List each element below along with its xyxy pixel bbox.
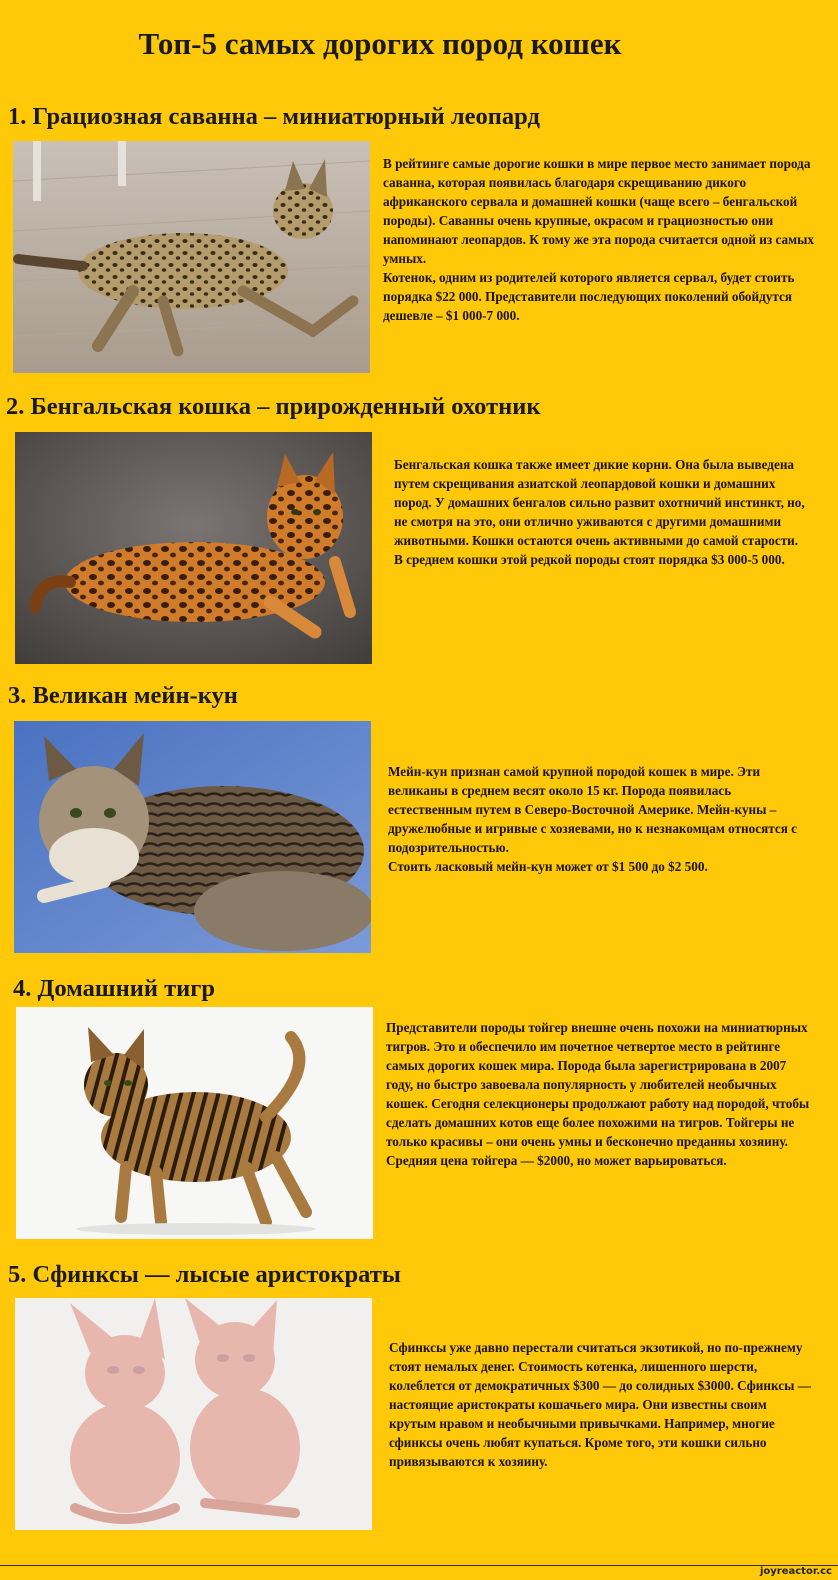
site-watermark: joyreactor.cc (759, 1566, 832, 1577)
savannah-paragraph-2: Котенок, одним из родителей которого является сервал, будет стоить порядка $22 000. Представители последующих поколений обойдутся дешевле – $1 000-7 000. (383, 270, 795, 323)
bengal-description (394, 455, 814, 569)
section-heading-sphynx: 5. Сфинксы — лысые аристократы (8, 1261, 401, 1288)
footer-bar (0, 1566, 838, 1580)
toyger-paragraph-1: Представители породы тойгер внешне очень похожи на миниатюрных тигров. Это и обеспечило им почетное четвертое место в рейтинге самых дорогих кошек мира. Порода была зарегистрирована в 2007 году, но быстро завоевала популярность у любителей необычных кошек. Сегодня селекционеры продолжают работу над породой, чтобы сделать домашних котов еще более похожими на тигров. Тойгеры не только красивы – они очень умны и бесконечно преданны хозяину. (386, 1020, 810, 1149)
maine-coon-photo (14, 721, 371, 953)
savannah-description (383, 154, 815, 325)
maine-coon-paragraph-2: Стоить ласковый мейн-кун может от $1 500 до $2 500. (388, 859, 708, 874)
bengal-cat-photo (15, 432, 372, 664)
sphynx-paragraph-1: Сфинксы уже давно перестали считаться экзотикой, но по-прежнему стоят немалых денег. Стоимость котенка, лишенного шерсти, колеблется от демократичных $300 — до солидных $3000. Сфинксы — настоящие аристократы кошачьего мира. Они известны своим крутым нравом и необычными привычками. Например, многие сфинксы очень любят купаться. Кроме того, эти кошки сильно привязываются к хозяину. (389, 1340, 811, 1469)
section-heading-bengal: 2. Бенгальская кошка – прирожденный охотник (6, 393, 541, 420)
section-heading-toyger: 4. Домашний тигр (13, 975, 215, 1002)
page-title: Топ-5 самых дорогих пород кошек (138, 26, 622, 61)
toyger-cat-photo (16, 1007, 373, 1239)
savannah-paragraph-1: В рейтинге самые дорогие кошки в мире первое место занимает порода саванна, которая появилась благодаря скрещиванию дикого африканского сервала и домашней кошки (чаще всего – бенгальской породы). Саванны очень крупные, окрасом и грациозностью они напоминают леопардов. К тому же эта порода считается одной из самых умных. (383, 156, 814, 266)
bengal-paragraph-2: В среднем кошки этой редкой породы стоят порядка $3 000-5 000. (394, 552, 785, 567)
toyger-description (386, 1018, 816, 1170)
toyger-paragraph-2: Средняя цена тойгера — $2000, но может варьироваться. (386, 1153, 727, 1168)
maine-coon-paragraph-1: Мейн-кун признан самой крупной породой кошек в мире. Эти великаны в среднем весят около 15 кг. Порода появилась естественным путем в Северо-Восточной Америке. Мейн-куны – дружелюбные и игривые с хозяевами, но к незнакомцам относятся с подозрительностью. (388, 764, 798, 855)
bengal-paragraph-1: Бенгальская кошка также имеет дикие корни. Она была выведена путем скрещивания азиатской леопардовой кошки и домашних пород. У домашних бенгалов сильно развит охотничий инстинкт, но, не смотря на это, они отлично уживаются с другими домашними животными. Кошки остаются очень активными до самой старости. (394, 457, 805, 548)
sphynx-description (389, 1338, 817, 1471)
savannah-cat-photo (13, 141, 370, 373)
sphynx-cats-photo (15, 1298, 372, 1530)
section-heading-maine-coon: 3. Великан мейн-кун (8, 682, 238, 709)
maine-coon-description (388, 762, 813, 876)
section-heading-savannah: 1. Грациозная саванна – миниатюрный леопард (8, 103, 540, 130)
